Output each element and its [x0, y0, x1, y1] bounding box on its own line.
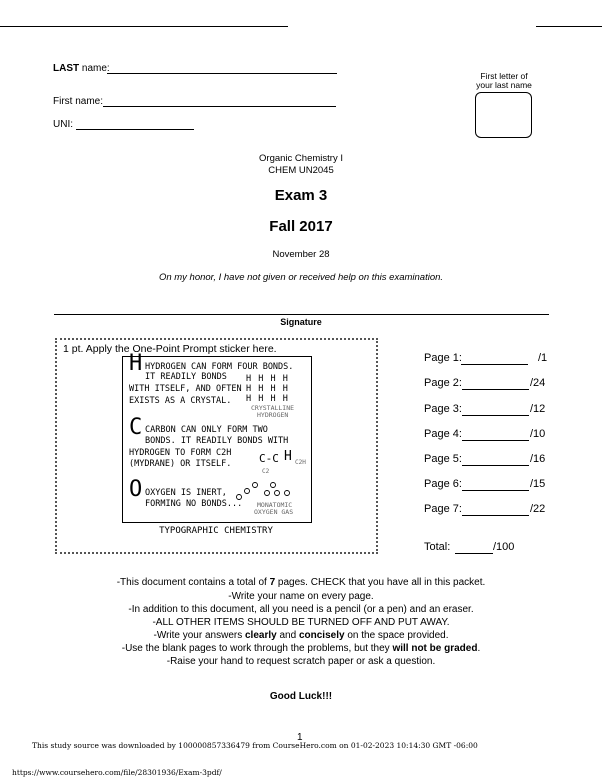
cartoon-h-caption-1: HYDROGEN: [257, 411, 289, 419]
score-max-3: /12: [530, 403, 546, 415]
cartoon-c-h: H: [284, 449, 292, 464]
instruction-5b: clearly: [245, 630, 277, 641]
score-blank-3[interactable]: [462, 415, 529, 416]
typographic-chemistry-cartoon: [122, 351, 312, 523]
uni-label: UNI:: [53, 119, 73, 130]
cartoon-h-caption-0: CRYSTALLINE: [251, 404, 295, 412]
cartoon-c-letter: C: [129, 415, 143, 440]
score-row-total: [424, 541, 450, 553]
last-label-rest: name:: [79, 63, 110, 74]
first-name-field[interactable]: [53, 96, 103, 107]
exam-title: Exam 3: [274, 187, 328, 204]
score-max-2: /24: [530, 377, 546, 389]
cartoon-o-text-0: OXYGEN IS INERT,: [145, 488, 227, 498]
instruction-1a: -This document contains a total of: [116, 577, 270, 588]
cartoon-c-sub: C2: [262, 468, 270, 475]
total-max: /100: [493, 541, 515, 553]
cartoon-h-text-1: IT READILY BONDS: [145, 372, 227, 382]
uni-field[interactable]: [53, 119, 73, 130]
score-row-6: [424, 478, 462, 490]
cartoon-h-grid-0: H H H H: [246, 374, 289, 384]
score-label-2: Page 2:: [424, 377, 462, 389]
score-row-4: [424, 428, 462, 440]
letter-box-caption-1: First letter of: [480, 71, 528, 81]
instruction-6a: -Use the blank pages to work through the problems, but they: [121, 643, 393, 654]
last-name-field[interactable]: [53, 63, 110, 74]
footer-url[interactable]: https://www.coursehero.com/file/28301936/Exam-3pdf/: [12, 768, 222, 777]
score-max-4: /10: [530, 428, 546, 440]
cartoon-o-caption-1: OXYGEN GAS: [254, 508, 294, 516]
top-rule-left: [0, 26, 288, 27]
score-label-5: Page 5:: [424, 453, 462, 465]
cartoon-o-text-1: FORMING NO BONDS...: [145, 499, 243, 509]
score-max-7: /22: [530, 503, 546, 515]
score-blank-2[interactable]: [462, 389, 529, 390]
instruction-5c: and: [276, 630, 299, 641]
total-blank[interactable]: [455, 553, 493, 554]
score-blank-6[interactable]: [462, 490, 529, 491]
instruction-7: -Raise your hand to request scratch paper or ask a question.: [166, 656, 436, 667]
page-number: 1: [297, 732, 303, 743]
good-luck: Good Luck!!!: [269, 691, 333, 702]
cartoon-oxygen-dots: [233, 481, 303, 503]
signature-line[interactable]: [54, 314, 549, 315]
first-name-blank[interactable]: [103, 106, 336, 107]
instruction-5: [0, 630, 602, 641]
instruction-4: -ALL OTHER ITEMS SHOULD BE TURNED OFF AND PUT AWAY.: [152, 617, 450, 628]
score-label-1: Page 1:: [424, 352, 462, 364]
cartoon-h-text-3: EXISTS AS A CRYSTAL.: [129, 396, 232, 406]
cartoon-h-text-0: HYDROGEN CAN FORM FOUR BONDS.: [145, 362, 294, 372]
instruction-2: -Write your name on every page.: [228, 591, 374, 602]
score-blank-1[interactable]: [461, 364, 528, 365]
score-label-4: Page 4:: [424, 428, 462, 440]
instruction-1: [0, 577, 602, 588]
exam-term: Fall 2017: [269, 218, 333, 235]
top-rule-right: [536, 26, 602, 27]
score-blank-4[interactable]: [462, 440, 529, 441]
cartoon-c-c2h: C2H: [295, 459, 306, 466]
cartoon-c-text-3: (MYDRANE) OR ITSELF.: [129, 459, 232, 469]
letter-box-caption-2: your last name: [476, 80, 532, 90]
instruction-5d: concisely: [298, 630, 345, 641]
instruction-6: [0, 643, 602, 654]
cartoon-c-molecule: C-C: [259, 452, 279, 465]
last-label-bold: LAST: [53, 63, 80, 74]
honor-statement: On my honor, I have not given or received help on this examination.: [158, 272, 444, 283]
score-max-5: /16: [530, 453, 546, 465]
score-blank-7[interactable]: [462, 515, 529, 516]
instruction-1b: 7: [269, 577, 276, 588]
instruction-1c: pages. CHECK that you have all in this packet.: [275, 577, 486, 588]
instruction-6b: will not be graded: [392, 643, 478, 654]
instruction-3: -In addition to this document, all you need is a pencil (or a pen) and an eraser.: [128, 604, 474, 615]
score-label-6: Page 6:: [424, 478, 462, 490]
score-row-7: [424, 503, 462, 515]
course-name: Organic Chemistry I: [259, 153, 343, 164]
cartoon-h-grid-1: H H H H: [246, 384, 289, 394]
cartoon-o-caption-0: MONATOMIC: [257, 501, 293, 509]
score-row-2: [424, 377, 462, 389]
score-blank-5[interactable]: [462, 465, 529, 466]
score-max-6: /15: [530, 478, 546, 490]
cartoon-c-text-1: BONDS. IT READILY BONDS WITH: [145, 436, 289, 446]
uni-blank[interactable]: [76, 129, 194, 130]
score-row-1: [424, 352, 462, 364]
letter-box-caption: [464, 72, 544, 90]
instruction-6c: .: [477, 643, 481, 654]
last-name-blank[interactable]: [107, 73, 337, 74]
cartoon-h-grid-2: H H H H: [246, 394, 289, 404]
total-label: Total:: [424, 541, 451, 553]
signature-label: Signature: [280, 317, 322, 327]
instruction-5e: on the space provided.: [344, 630, 449, 641]
cartoon-c-text-0: CARBON CAN ONLY FORM TWO: [145, 425, 268, 435]
score-row-5: [424, 453, 462, 465]
instruction-5a: -Write your answers: [153, 630, 245, 641]
score-max-1: /1: [538, 352, 548, 364]
cartoon-title: TYPOGRAPHIC CHEMISTRY: [159, 526, 273, 536]
cartoon-h-letter: H: [129, 351, 143, 376]
score-row-3: [424, 403, 462, 415]
cartoon-h-text-2: WITH ITSELF, AND OFTEN: [129, 384, 242, 394]
exam-date: November 28: [272, 249, 330, 260]
footer-source: This study source was downloaded by 100000857336479 from CourseHero.com on 01-02-2023 10:14:30 GMT -06:00: [32, 741, 478, 750]
cartoon-o-letter: O: [129, 477, 143, 502]
course-code: CHEM UN2045: [268, 165, 334, 176]
first-name-label: First name:: [53, 96, 104, 107]
score-label-3: Page 3:: [424, 403, 462, 415]
cartoon-c-text-2: HYDROGEN TO FORM C2H: [129, 448, 232, 458]
first-letter-box[interactable]: [475, 92, 532, 138]
prompt-sticker-label: 1 pt. Apply the One-Point Prompt sticker here.: [63, 343, 277, 355]
score-label-7: Page 7:: [424, 503, 462, 515]
